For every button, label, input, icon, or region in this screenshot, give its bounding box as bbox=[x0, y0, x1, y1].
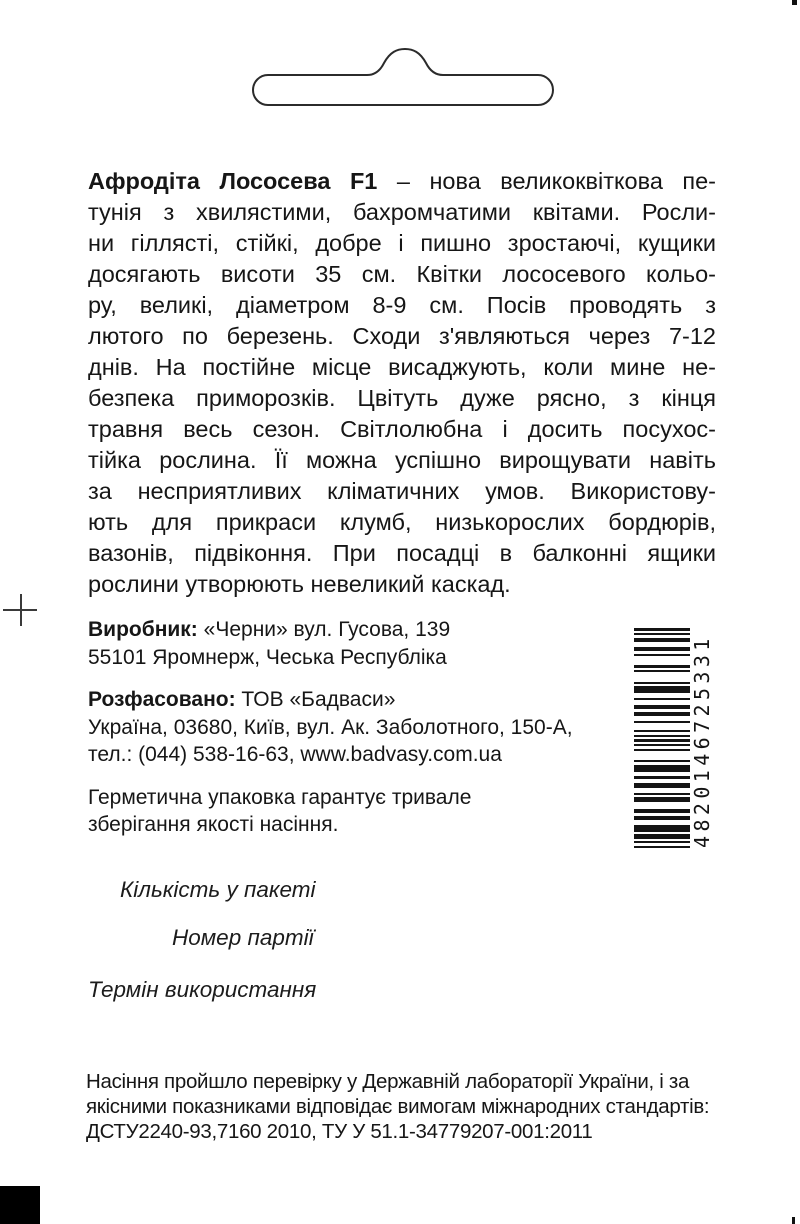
description-line: вазонів, підвіконня. При посадці в балконні ящики bbox=[88, 540, 716, 566]
packer-line: Розфасовано: ТОВ «Бадваси» bbox=[88, 688, 396, 711]
print-mark-top-right bbox=[792, 0, 797, 5]
packer-label: Розфасовано: bbox=[88, 688, 236, 711]
packer-line: Україна, 03680, Київ, вул. Ак. Заболотного, 150-А, bbox=[88, 715, 573, 739]
field-label-quantity: Кількість у пакеті bbox=[120, 877, 316, 902]
variety-description bbox=[88, 166, 716, 600]
description-line: за несприятливих кліматичних умов. Використову- bbox=[88, 478, 716, 504]
barcode bbox=[634, 628, 690, 848]
producer-block bbox=[88, 616, 633, 671]
print-mark-bottom-left bbox=[0, 1186, 40, 1224]
field-label-batch-number: Номер партії bbox=[172, 925, 314, 950]
barcode-number: 4820146725331 bbox=[690, 634, 714, 848]
print-mark-bottom-right bbox=[792, 1217, 795, 1224]
description-line: тійка рослина. Її можна успішно вирощувати навіть bbox=[88, 447, 716, 473]
description-line: досягають висоти 35 см. Квітки лососевого кольо- bbox=[88, 261, 716, 287]
producer-line: 55101 Яромнерж, Чеська Республіка bbox=[88, 645, 447, 669]
producer-line: Виробник: «Черни» вул. Гусова, 139 bbox=[88, 618, 451, 641]
description-line: ру, великі, діаметром 8-9 см. Посів проводять з bbox=[88, 292, 716, 318]
packaging-note bbox=[88, 784, 633, 839]
description-line: ють для прикраси клумб, низькорослих бордюрів, bbox=[88, 509, 716, 535]
certification-text bbox=[86, 1069, 730, 1144]
packaging-note-line: зберігання якості насіння. bbox=[88, 813, 339, 836]
description-line: Афродіта Лососева F1 – нова великоквіткова пе- bbox=[88, 168, 717, 194]
packer-block bbox=[88, 686, 633, 769]
certification-line: якісними показниками відповідає вимогам міжнародних стандартів: bbox=[86, 1095, 710, 1118]
producer-label: Виробник: bbox=[88, 618, 198, 641]
description-line: лютого по березень. Сходи з'являються через 7-12 bbox=[88, 323, 716, 349]
field-label-use-by-term: Термін використання bbox=[88, 977, 317, 1002]
packer-line: тел.: (044) 538-16-63, www.badvasy.com.ua bbox=[88, 743, 502, 766]
description-line: тунія з хвилястими, бахромчатими квітами. Росли- bbox=[88, 199, 716, 225]
description-line: ни гіллясті, стійкі, добре і пишно зростаючі, кущики bbox=[88, 230, 716, 256]
description-line: рослини утворюють невеликий каскад. bbox=[88, 571, 511, 597]
euro-slot-hanger-hole bbox=[250, 44, 558, 108]
description-line: травня весь сезон. Світлолюбна і досить посухос- bbox=[88, 416, 716, 442]
certification-line: Насіння пройшло перевірку у Державній лабораторії України, і за bbox=[86, 1070, 690, 1093]
variety-name: Афродіта Лососева F1 bbox=[88, 168, 378, 194]
description-line: днів. На постійне місце висаджують, коли мине не- bbox=[88, 354, 716, 380]
certification-line: ДСТУ2240-93,7160 2010, ТУ У 51.1-34779207-001:2011 bbox=[86, 1120, 593, 1143]
info-section bbox=[88, 616, 633, 854]
registration-cross-vertical bbox=[20, 594, 22, 626]
packaging-note-line: Герметична упаковка гарантує тривале bbox=[88, 785, 472, 809]
description-line: безпека приморозків. Цвітуть дуже рясно, з кінця bbox=[88, 385, 716, 411]
